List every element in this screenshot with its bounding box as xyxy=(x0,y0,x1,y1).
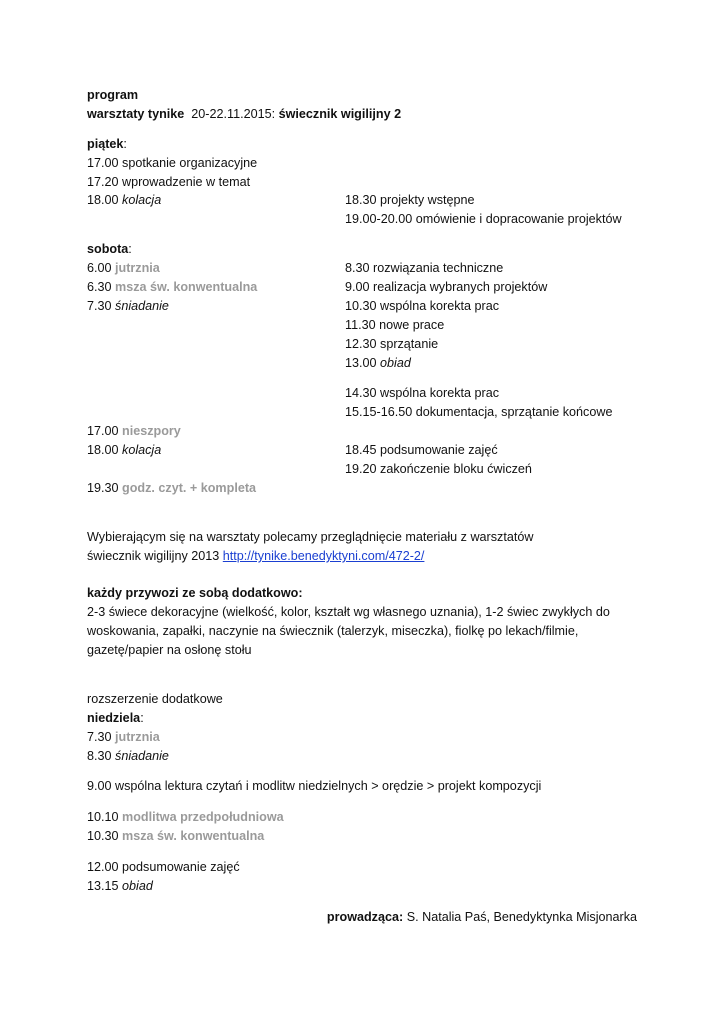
bring-line: gazetę/papier na osłonę stołu xyxy=(87,643,252,657)
schedule-item: 12.00 podsumowanie zajęć xyxy=(87,860,240,874)
schedule-item: 18.00 kolacja xyxy=(87,443,162,457)
bring-line: 2-3 świece dekoracyjne (wielkość, kolor, kształt wg własnego uznania), 1-2 świec zwykłych do xyxy=(87,605,610,619)
schedule-item: 7.30 jutrznia xyxy=(87,730,160,744)
workshop-dates: 20-22.11.2015: xyxy=(191,107,279,121)
schedule-item: 14.30 wspólna korekta prac xyxy=(345,386,500,400)
day-heading-saturday: sobota: xyxy=(87,242,132,256)
leader-credit xyxy=(327,909,637,925)
schedule-item: 17.00 nieszpory xyxy=(87,424,181,438)
schedule-item: 9.00 wspólna lektura czytań i modlitw niedzielnych > orędzie > projekt kompozycji xyxy=(87,779,542,793)
schedule-item: 18.30 projekty wstępne xyxy=(345,193,475,207)
extension-title: rozszerzenie dodatkowe xyxy=(87,692,223,706)
schedule-item: 6.00 jutrznia xyxy=(87,261,160,275)
day-heading-sunday: niedziela: xyxy=(87,711,144,725)
schedule-item: 18.45 podsumowanie zajęć xyxy=(345,443,498,457)
schedule-item: 7.30 śniadanie xyxy=(87,299,169,313)
program-label: program xyxy=(87,88,139,102)
schedule-item: 9.00 realizacja wybranych projektów xyxy=(345,280,548,294)
schedule-item: 10.30 wspólna korekta prac xyxy=(345,299,500,313)
schedule-item: 17.20 wprowadzenie w temat xyxy=(87,175,251,189)
schedule-item: 15.15-16.50 dokumentacja, sprzątanie końcowe xyxy=(345,405,613,419)
schedule-item: 10.10 modlitwa przedpołudniowa xyxy=(87,810,284,824)
leader-label: prowadząca: xyxy=(326,910,404,924)
schedule-item: 12.30 sprzątanie xyxy=(345,337,439,351)
bring-heading: każdy przywozi ze sobą dodatkowo: xyxy=(87,586,303,600)
recommendation-text: Wybierającym się na warsztaty polecamy przeglądnięcie materiału z warsztatów xyxy=(87,530,534,544)
schedule-item: 6.30 msza św. konwentualna xyxy=(87,280,258,294)
schedule-item: 19.00-20.00 omówienie i dopracowanie projektów xyxy=(345,212,622,226)
schedule-item: 11.30 nowe prace xyxy=(345,318,445,332)
schedule-item: 19.20 zakończenie bloku ćwiczeń xyxy=(345,462,532,476)
materials-link[interactable]: http://tynike.benedyktyni.com/472-2/ xyxy=(222,549,425,563)
bring-line: woskowania, zapałki, naczynie na świecznik (talerzyk, miseczka), fiolkę po lekach/filmie, xyxy=(87,624,579,638)
workshop-topic: świecznik wigilijny 2 xyxy=(278,107,402,121)
schedule-item: 8.30 rozwiązania techniczne xyxy=(345,261,504,275)
schedule-item: 13.15 obiad xyxy=(87,879,153,893)
schedule-item: 10.30 msza św. konwentualna xyxy=(87,829,265,843)
recommendation-line: świecznik wigilijny 2013 http://tynike.benedyktyni.com/472-2/ xyxy=(87,549,425,563)
schedule-item: 8.30 śniadanie xyxy=(87,749,169,763)
workshop-title-line xyxy=(87,106,401,122)
schedule-item: 17.00 spotkanie organizacyjne xyxy=(87,156,258,170)
schedule-item: 13.00 obiad xyxy=(345,356,411,370)
schedule-item: 18.00 kolacja xyxy=(87,193,162,207)
leader-name: S. Natalia Paś, Benedyktynka Misjonarka xyxy=(403,910,637,924)
schedule-item: 19.30 godz. czyt. + kompleta xyxy=(87,481,257,495)
workshop-name: warsztaty tynike xyxy=(87,107,185,121)
day-heading-friday: piątek: xyxy=(87,137,127,151)
